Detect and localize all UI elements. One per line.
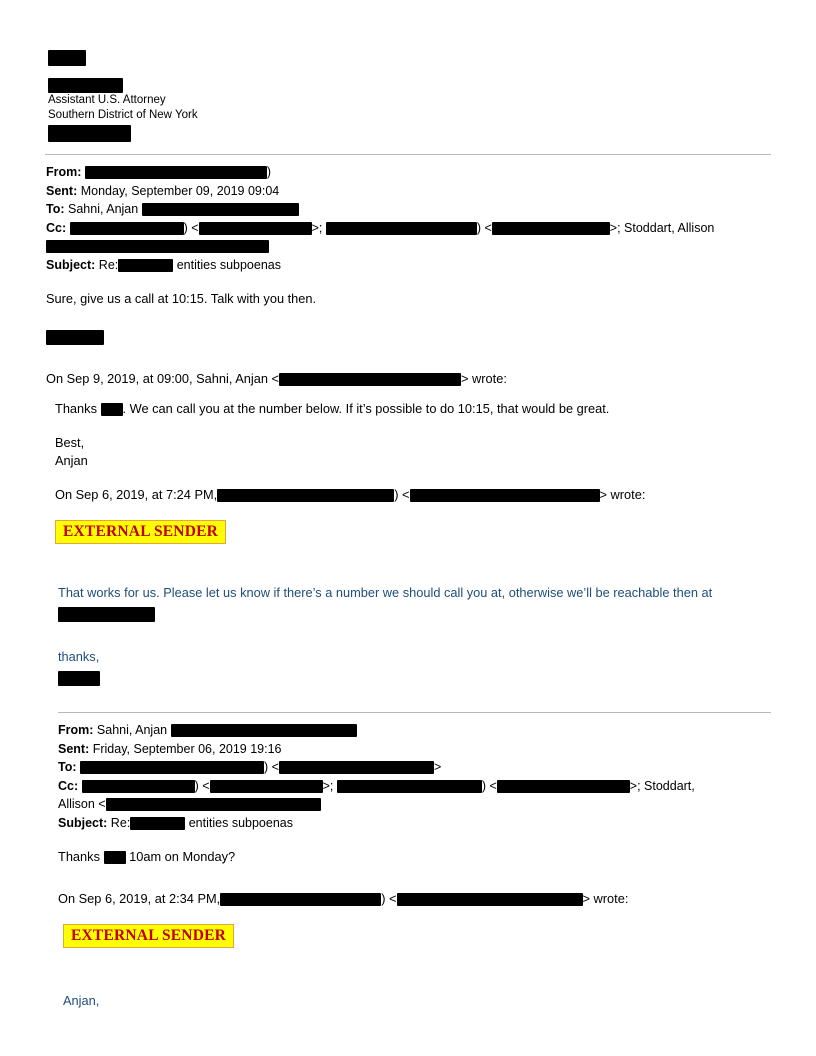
email3-body-line1: That works for us. Please let us know if there’s a number we should call you at, otherwise we’ll be reachable then at [58,585,713,600]
email1-cc-extra: ; Stoddart, Allison [617,220,715,235]
redaction-bar [46,330,104,345]
redaction-bar [199,222,312,235]
redaction-bar [58,671,100,686]
redaction-bar [210,780,323,793]
email1-sent-label: Sent: [46,183,78,198]
signature-redacted-line3 [48,125,771,142]
email2-best: Best, [55,435,85,450]
email2-name: Anjan [55,453,88,468]
email3-intro-text: On Sep 6, 2019, at 7:24 PM, [55,487,218,502]
redaction-bar [70,222,184,235]
email1-from-row: From: ) [46,165,272,179]
signature-redacted-name [48,50,771,66]
email3-intro [55,486,771,504]
redaction-bar [492,222,610,235]
email1-from-label: From: [46,165,82,179]
email4-sent-value: Friday, September 06, 2019 19:16 [92,741,282,756]
email2-thanks-prefix: Thanks [55,401,97,416]
signature-district: Southern District of New York [48,108,198,121]
email5-intro-end: > wrote: [582,891,629,906]
email4-cc-row2 [58,795,771,814]
redaction-bar [142,203,299,216]
redaction-bar [104,851,126,864]
redaction-bar [279,373,461,386]
email4-body [58,848,771,866]
email4-from-row [58,721,771,740]
email2-thanks-rest: . We can call you at the number below. If it’s possible to do 10:15, that would be great. [122,401,610,416]
external-sender-badge: EXTERNAL SENDER [63,924,234,948]
email1-subject-row [46,256,771,275]
redaction-bar [217,489,394,502]
email4-from-value: Sahni, Anjan [96,723,168,737]
email4-sent-label: Sent: [58,741,90,756]
redaction-bar [118,259,173,272]
email1-to-row [46,200,771,219]
email4-cc-label: Cc: [58,778,79,793]
email5-greeting: Anjan, [63,993,100,1008]
redaction-bar [48,78,123,93]
redaction-bar [48,50,86,66]
header-divider-2 [58,712,771,713]
email1-subject-label: Subject: [46,257,96,272]
email4-subject-label: Subject: [58,815,108,830]
email4-header [58,721,771,832]
signature-block [48,50,771,142]
redaction-bar [106,798,321,811]
email1-subject-suffix: entities subpoenas [176,257,281,272]
email4-to-label: To: [58,760,77,774]
redaction-bar [171,724,357,737]
email5-intro [58,890,771,908]
email2-intro [46,370,771,388]
email5-intro-text: On Sep 6, 2019, at 2:34 PM, [58,891,221,906]
email2-intro-text: On Sep 9, 2019, at 09:00, Sahni, Anjan < [46,371,280,386]
email3-intro-mid: ) < [394,487,410,502]
redaction-bar [46,240,269,253]
email4-cc-extra2: Allison < [58,797,106,811]
redaction-bar [130,817,185,830]
email1-header [46,163,771,274]
email3-intro-end: > wrote: [599,487,646,502]
email1-cc-row: Cc: ) < >; ) < >; Stoddart, Allison [46,220,715,235]
email4-subject-suffix: entities subpoenas [188,815,293,830]
redaction-bar [80,761,264,774]
email5-external-sender-wrap [63,924,771,948]
email1-signoff-redaction [46,328,771,346]
email4-body-rest: 10am on Monday? [129,849,236,864]
redaction-bar [85,166,267,179]
email1-cc-label: Cc: [46,220,67,235]
redaction-bar [497,780,630,793]
email1-sent-row [46,182,771,201]
signature-redacted-line2 [48,78,771,93]
redaction-bar [410,489,600,502]
redaction-bar [337,780,482,793]
email4-cc-row: Cc: ) < >; ) < >; Stoddart, [58,778,695,793]
redaction-bar [58,607,155,622]
email4-from-label: From: [58,723,94,737]
email4-cc-extra: ; Stoddart, [637,778,695,793]
email1-to-label: To: [46,202,65,216]
email1-cc-row2 [46,237,771,256]
email1-subject-prefix: Re: [98,257,119,272]
email4-to-row: To: ) < > [58,760,442,774]
email1-body: Sure, give us a call at 10:15. Talk with you then. [46,291,317,306]
email4-sent-row [58,740,771,759]
header-divider-1 [45,154,771,155]
email1-to-value: Sahni, Anjan [68,202,139,216]
email3-signoff-redaction [58,670,771,688]
redaction-bar [397,893,583,906]
redaction-bar [279,761,434,774]
redaction-bar [101,403,123,416]
external-sender-badge: EXTERNAL SENDER [55,520,226,544]
email4-body-prefix: Thanks [58,849,100,864]
email3-external-sender-wrap [55,520,771,544]
email3-body-redaction [58,606,771,624]
email2-intro-end: > wrote: [461,371,507,386]
email2-body [55,400,771,418]
redaction-bar [220,893,381,906]
redaction-bar [48,125,131,142]
email1-sent-value: Monday, September 09, 2019 09:04 [80,183,280,198]
email5-intro-mid: ) < [381,891,397,906]
signature-title: Assistant U.S. Attorney [48,94,166,106]
redaction-bar [326,222,477,235]
email4-subject-row [58,814,771,833]
email4-subject-prefix: Re: [110,815,131,830]
redaction-bar [82,780,195,793]
email3-thanks: thanks, [58,649,100,664]
